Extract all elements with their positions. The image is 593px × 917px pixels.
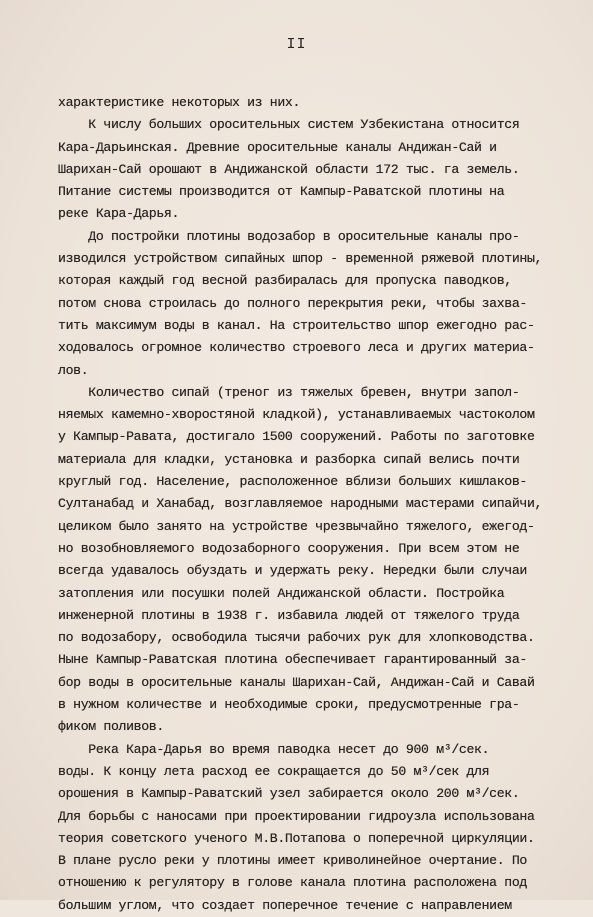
text-line: теория советского ученого М.В.Потапова о поперечной циркуляции. [58, 830, 535, 846]
text-line: фиком поливов. [58, 719, 164, 735]
text-line: у Кампыр-Равата, достигало 1500 сооружений. Работы по заготовке [58, 429, 535, 445]
text-line: В плане русло реки у плотины имеет криволинейное очертание. По [58, 853, 527, 869]
text-line: материала для кладки, установка и разборка сипай велись почти [58, 451, 520, 467]
text-line: Кара-Дарьинская. Древние оросительные каналы Андижан-Сай и [58, 139, 497, 155]
text-line: реке Кара-Дарья. [58, 206, 180, 222]
text-line: затопления или посушки полей Андижанской области. Постройка [58, 585, 505, 601]
text-line: которая каждый год весной разбиралась для пропуска паводков, [58, 273, 512, 289]
text-line: отношению к регулятору в голове канала плотина расположена под [58, 875, 527, 891]
text-line: по водозабору, освободила тысячи рабочих рук для хлопководства. [58, 630, 535, 646]
text-line: изводился устройством сипайных шпор - временной ряжевой плотины, [58, 251, 543, 267]
text-line: орошения в Кампыр-Раватский узел забирается около 200 м³/сек. [58, 786, 520, 802]
text-line: До постройки плотины водозабор в оросительные каналы про- [58, 228, 520, 244]
page-number: II [286, 36, 307, 53]
text-line: Река Кара-Дарья во время паводка несет до 900 м³/сек. [58, 741, 490, 757]
text-line: ходовалось огромное количество строевого леса и других материа- [58, 340, 535, 356]
text-line: целиком было занято на устройстве чрезвычайно тяжелого, ежегод- [58, 518, 535, 534]
text-line: потом снова строилась до полного перекрытия реки, чтобы захва- [58, 295, 527, 311]
text-line: Султанабад и Ханабад, возглавляемое народными мастерами сипайчи, [58, 496, 543, 512]
text-line: воды. К концу лета расход ее сокращается до 50 м³/сек для [58, 763, 490, 779]
text-line: Для борьбы с наносами при проектировании гидроузла использована [58, 808, 535, 824]
text-line: в нужном количестве и необходимые сроки, предусмотренные гра- [58, 697, 520, 713]
text-line: бор воды в оросительные каналы Шарихан-Сай, Андижан-Сай и Савай [58, 674, 535, 690]
text-line: всегда удавалось обуздать и удержать реку. Нередки были случаи [58, 563, 527, 579]
text-line: Шарихан-Сай орошают в Андижанской области 172 тыс. га земель. [58, 161, 520, 177]
text-line: Питание системы производится от Кампыр-Раватской плотины на [58, 184, 505, 200]
text-line: но возобновляемого водозаборного сооружения. При всем этом не [58, 540, 520, 556]
text-line: Количество сипай (треног из тяжелых бревен, внутри запол- [58, 384, 520, 400]
text-line: большим углом, что создает поперечное течение с направлением [58, 897, 512, 913]
text-line: инженерной плотины в 1938 г. избавила людей от тяжелого труда [58, 607, 520, 623]
text-line: характеристике некоторых из них. [58, 95, 301, 110]
body-text [58, 92, 558, 917]
text-line: круглый год. Население, расположенное вблизи больших кишлаков- [58, 474, 527, 490]
text-line: няемых камемно-хворостяной кладкой), устанавливаемых частоколом [58, 407, 535, 423]
text-line: К числу больших оросительных систем Узбекистана относится [58, 117, 520, 133]
text-line: тить максимум воды в канал. На строительство шпор ежегодно рас- [58, 317, 535, 333]
text-line: лов. [58, 362, 89, 378]
text-line: Ныне Кампыр-Раватская плотина обеспечивает гарантированный за- [58, 652, 527, 668]
